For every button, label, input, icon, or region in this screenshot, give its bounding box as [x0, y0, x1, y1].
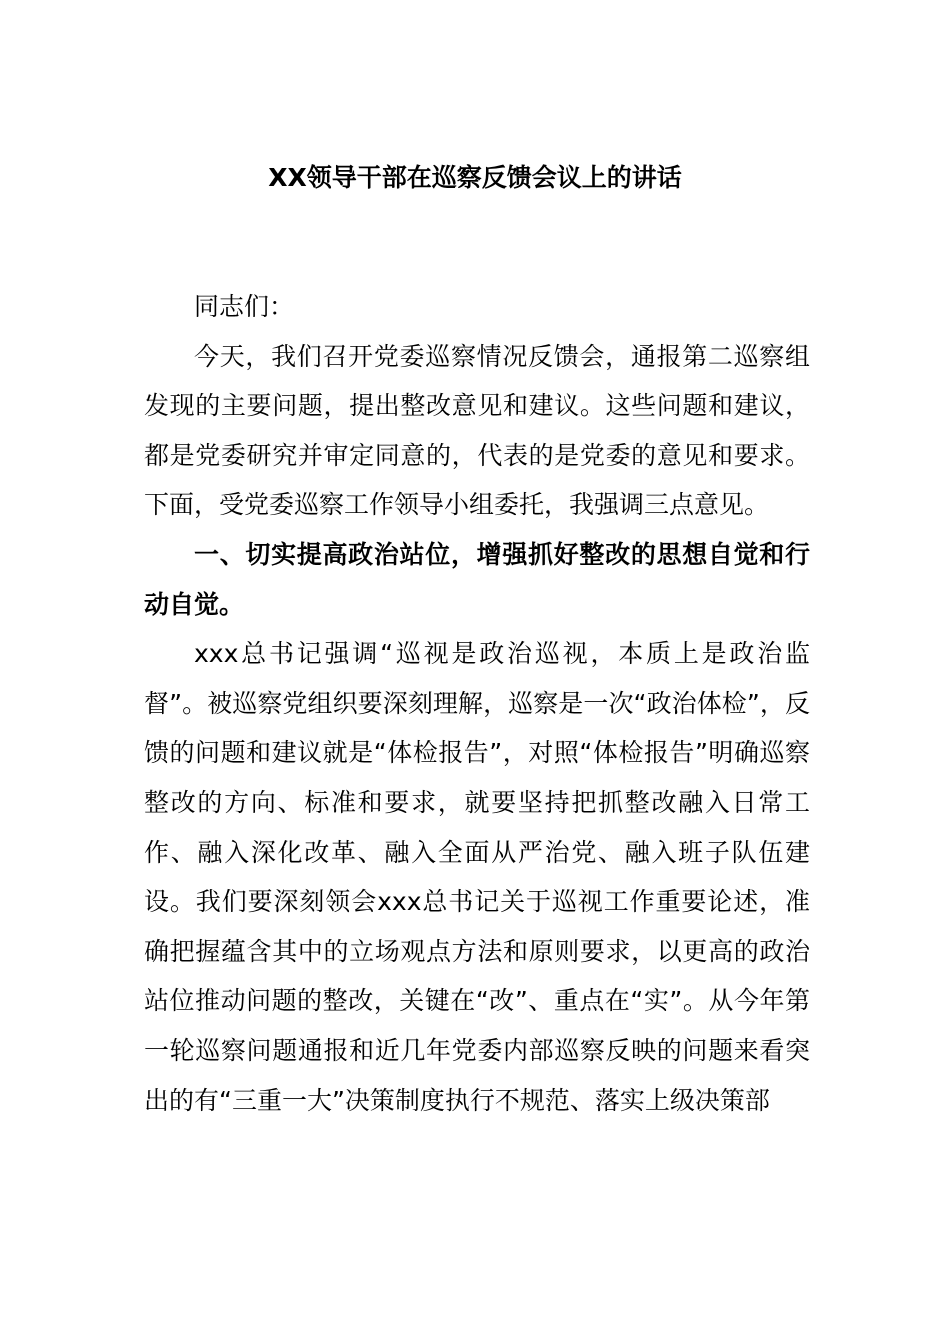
section-1-paragraph: xxx总书记强调“巡视是政治巡视，本质上是政治监督”。被巡察党组织要深刻理解，巡察是一次“政治体检”，反馈的问题和建议就是“体检报告”，对照“体检报告”明确巡察整改的方向、标准和要求，就要坚持把抓整改融入日常工作、融入深化改革、融入全面从严治党、融入班子队伍建设。我们要深刻领会xxx总书记关于巡视工作重要论述，准确把握蕴含其中的立场观点方法和原则要求，以更高的政治站位推动问题的整改，关键在“改”、重点在“实”。从今年第一轮巡察问题通报和近几年党委内部巡察反映的问题来看突出的有“三重一大”决策制度执行不规范、落实上级决策部 — [144, 639, 810, 1115]
document-body — [144, 282, 810, 1125]
document-title: XX领导干部在巡察反馈会议上的讲话 — [268, 163, 682, 192]
salutation-paragraph: 同志们： — [194, 292, 295, 321]
intro-paragraph: 今天，我们召开党委巡察情况反馈会，通报第二巡察组发现的主要问题，提出整改意见和建议。这些问题和建议，都是党委研究并审定同意的，代表的是党委的意见和要求。下面，受党委巡察工作领导小组委托，我强调三点意见。 — [144, 341, 810, 520]
section-heading-1: 一、切实提高政治站位，增强抓好整改的思想自觉和行动自觉。 — [144, 539, 810, 619]
